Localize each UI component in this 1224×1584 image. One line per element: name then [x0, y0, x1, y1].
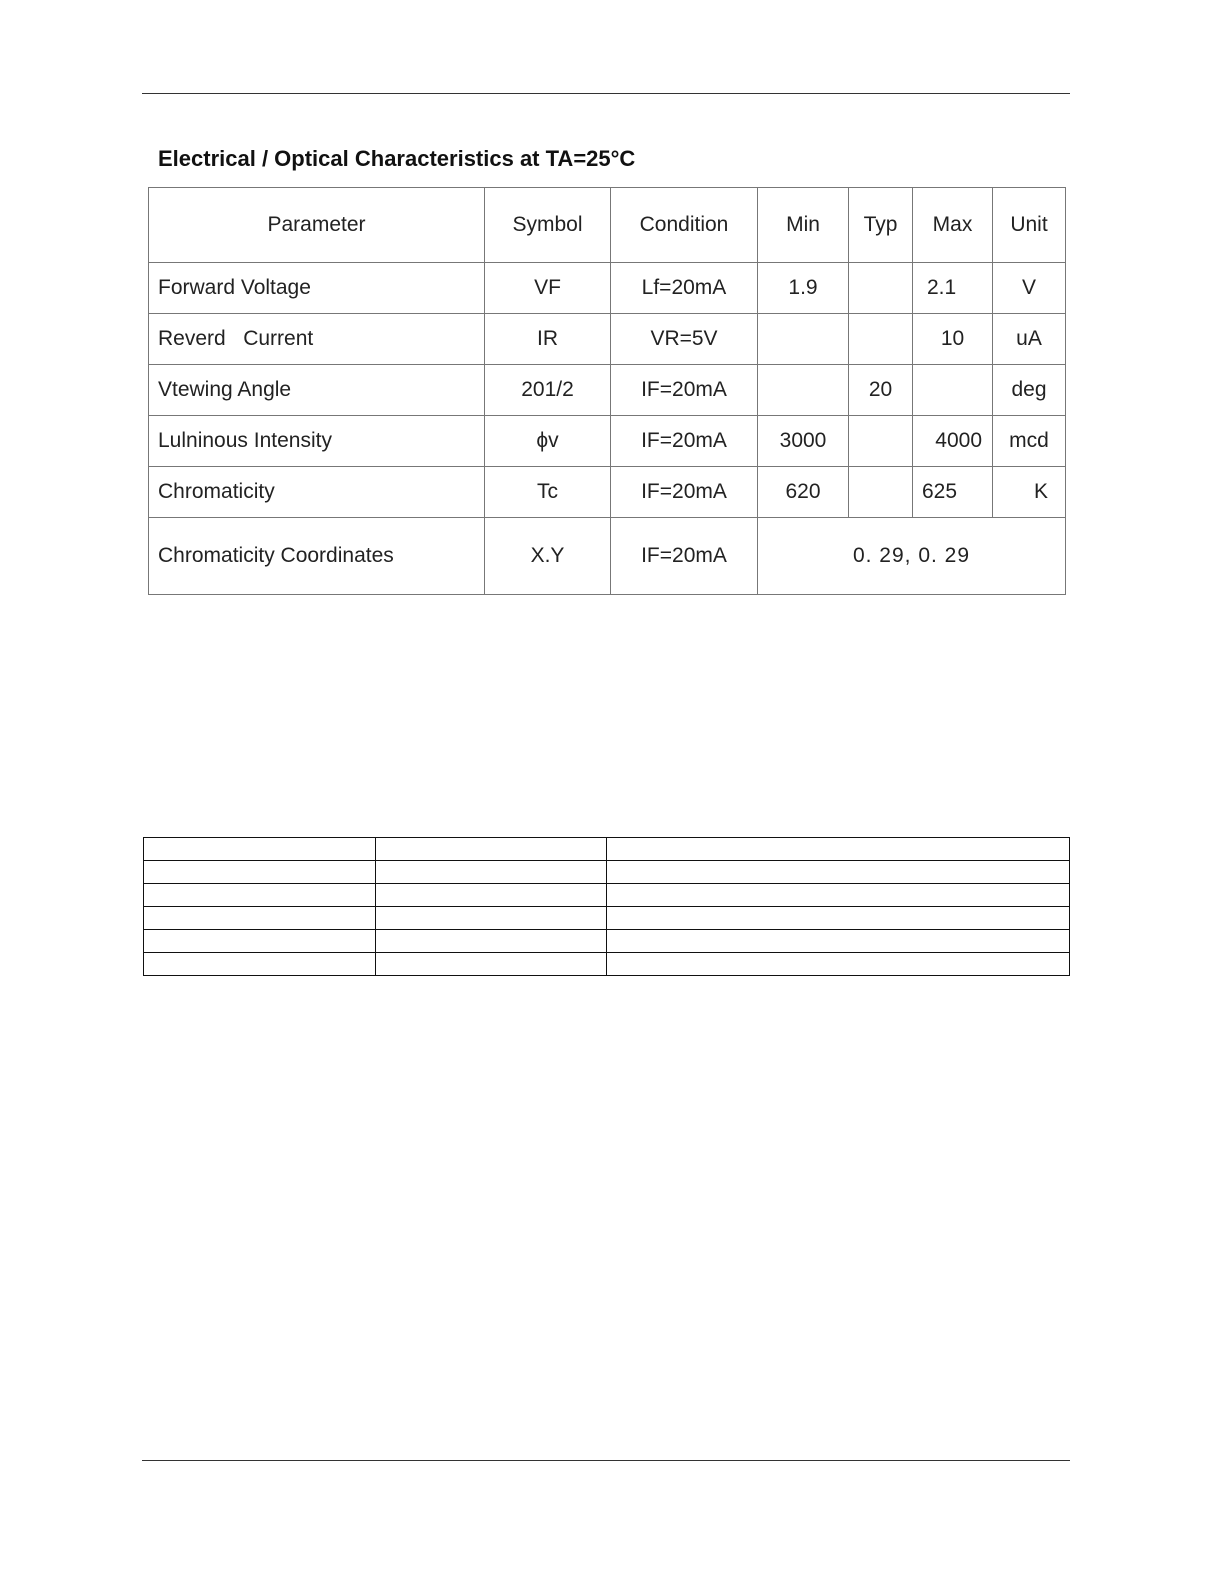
cell-parameter: Chromaticity Coordinates: [149, 518, 485, 595]
empty-cell: [144, 907, 376, 930]
cell-typ: [849, 314, 913, 365]
cell-unit: uA: [993, 314, 1066, 365]
cell-typ: [849, 416, 913, 467]
cell-min: [758, 314, 849, 365]
header-min: Min: [758, 188, 849, 263]
cell-parameter: Vtewing Angle: [149, 365, 485, 416]
cell-typ: [849, 467, 913, 518]
header-condition: Condition: [611, 188, 758, 263]
table-row: [149, 365, 1066, 416]
header-max: Max: [913, 188, 993, 263]
cell-typ: 20: [849, 365, 913, 416]
empty-cell: [376, 953, 607, 976]
cell-condition: IF=20mA: [611, 365, 758, 416]
table-row: [144, 884, 1070, 907]
empty-cell: [376, 861, 607, 884]
cell-parameter: Chromaticity: [149, 467, 485, 518]
table-header-row: [149, 188, 1066, 263]
table-row-coordinates: [149, 518, 1066, 595]
cell-unit: K: [993, 467, 1066, 518]
empty-cell: [607, 861, 1070, 884]
empty-cell: [607, 907, 1070, 930]
empty-cell: [376, 884, 607, 907]
empty-cell: [144, 953, 376, 976]
empty-cell: [607, 930, 1070, 953]
table-row: [144, 907, 1070, 930]
characteristics-table: [148, 187, 1066, 595]
table-row: [144, 930, 1070, 953]
empty-cell: [144, 861, 376, 884]
cell-symbol: VF: [485, 263, 611, 314]
header-rule: [142, 93, 1070, 94]
cell-condition: Lf=20mA: [611, 263, 758, 314]
cell-condition: IF=20mA: [611, 416, 758, 467]
footer-rule: [142, 1460, 1070, 1461]
cell-symbol: ϕv: [485, 416, 611, 467]
table-row: [144, 861, 1070, 884]
cell-min: [758, 365, 849, 416]
cell-min: 1.9: [758, 263, 849, 314]
cell-condition: IF=20mA: [611, 518, 758, 595]
empty-cell: [144, 884, 376, 907]
empty-cell: [607, 838, 1070, 861]
cell-min: 620: [758, 467, 849, 518]
cell-typ: [849, 263, 913, 314]
table-row: [144, 838, 1070, 861]
header-typ: Typ: [849, 188, 913, 263]
cell-min: 3000: [758, 416, 849, 467]
header-parameter: Parameter: [149, 188, 485, 263]
cell-symbol: 201/2: [485, 365, 611, 416]
empty-cell: [376, 838, 607, 861]
cell-max: 10: [913, 314, 993, 365]
empty-cell: [376, 930, 607, 953]
cell-max: 2.1: [913, 263, 993, 314]
table-row: [144, 953, 1070, 976]
cell-symbol: X.Y: [485, 518, 611, 595]
cell-symbol: Tc: [485, 467, 611, 518]
section-title: Electrical / Optical Characteristics at TA=25°C: [158, 146, 636, 171]
cell-max: 4000: [913, 416, 993, 467]
empty-cell: [376, 907, 607, 930]
header-unit: Unit: [993, 188, 1066, 263]
table-row: [149, 467, 1066, 518]
cell-condition: IF=20mA: [611, 467, 758, 518]
empty-table: [143, 837, 1070, 976]
empty-cell: [607, 884, 1070, 907]
cell-symbol: IR: [485, 314, 611, 365]
empty-cell: [144, 838, 376, 861]
cell-max: [913, 365, 993, 416]
cell-unit: V: [993, 263, 1066, 314]
cell-condition: VR=5V: [611, 314, 758, 365]
table-row: [149, 416, 1066, 467]
table-row: [149, 314, 1066, 365]
cell-unit: deg: [993, 365, 1066, 416]
empty-cell: [607, 953, 1070, 976]
header-symbol: Symbol: [485, 188, 611, 263]
cell-max: 625: [913, 467, 993, 518]
cell-unit: mcd: [993, 416, 1066, 467]
table-row: [149, 263, 1066, 314]
cell-parameter: Forward Voltage: [149, 263, 485, 314]
cell-coordinates-value: 0. 29, 0. 29: [758, 518, 1066, 595]
cell-parameter: Lulninous Intensity: [149, 416, 485, 467]
cell-parameter: Reverd Current: [149, 314, 485, 365]
empty-cell: [144, 930, 376, 953]
